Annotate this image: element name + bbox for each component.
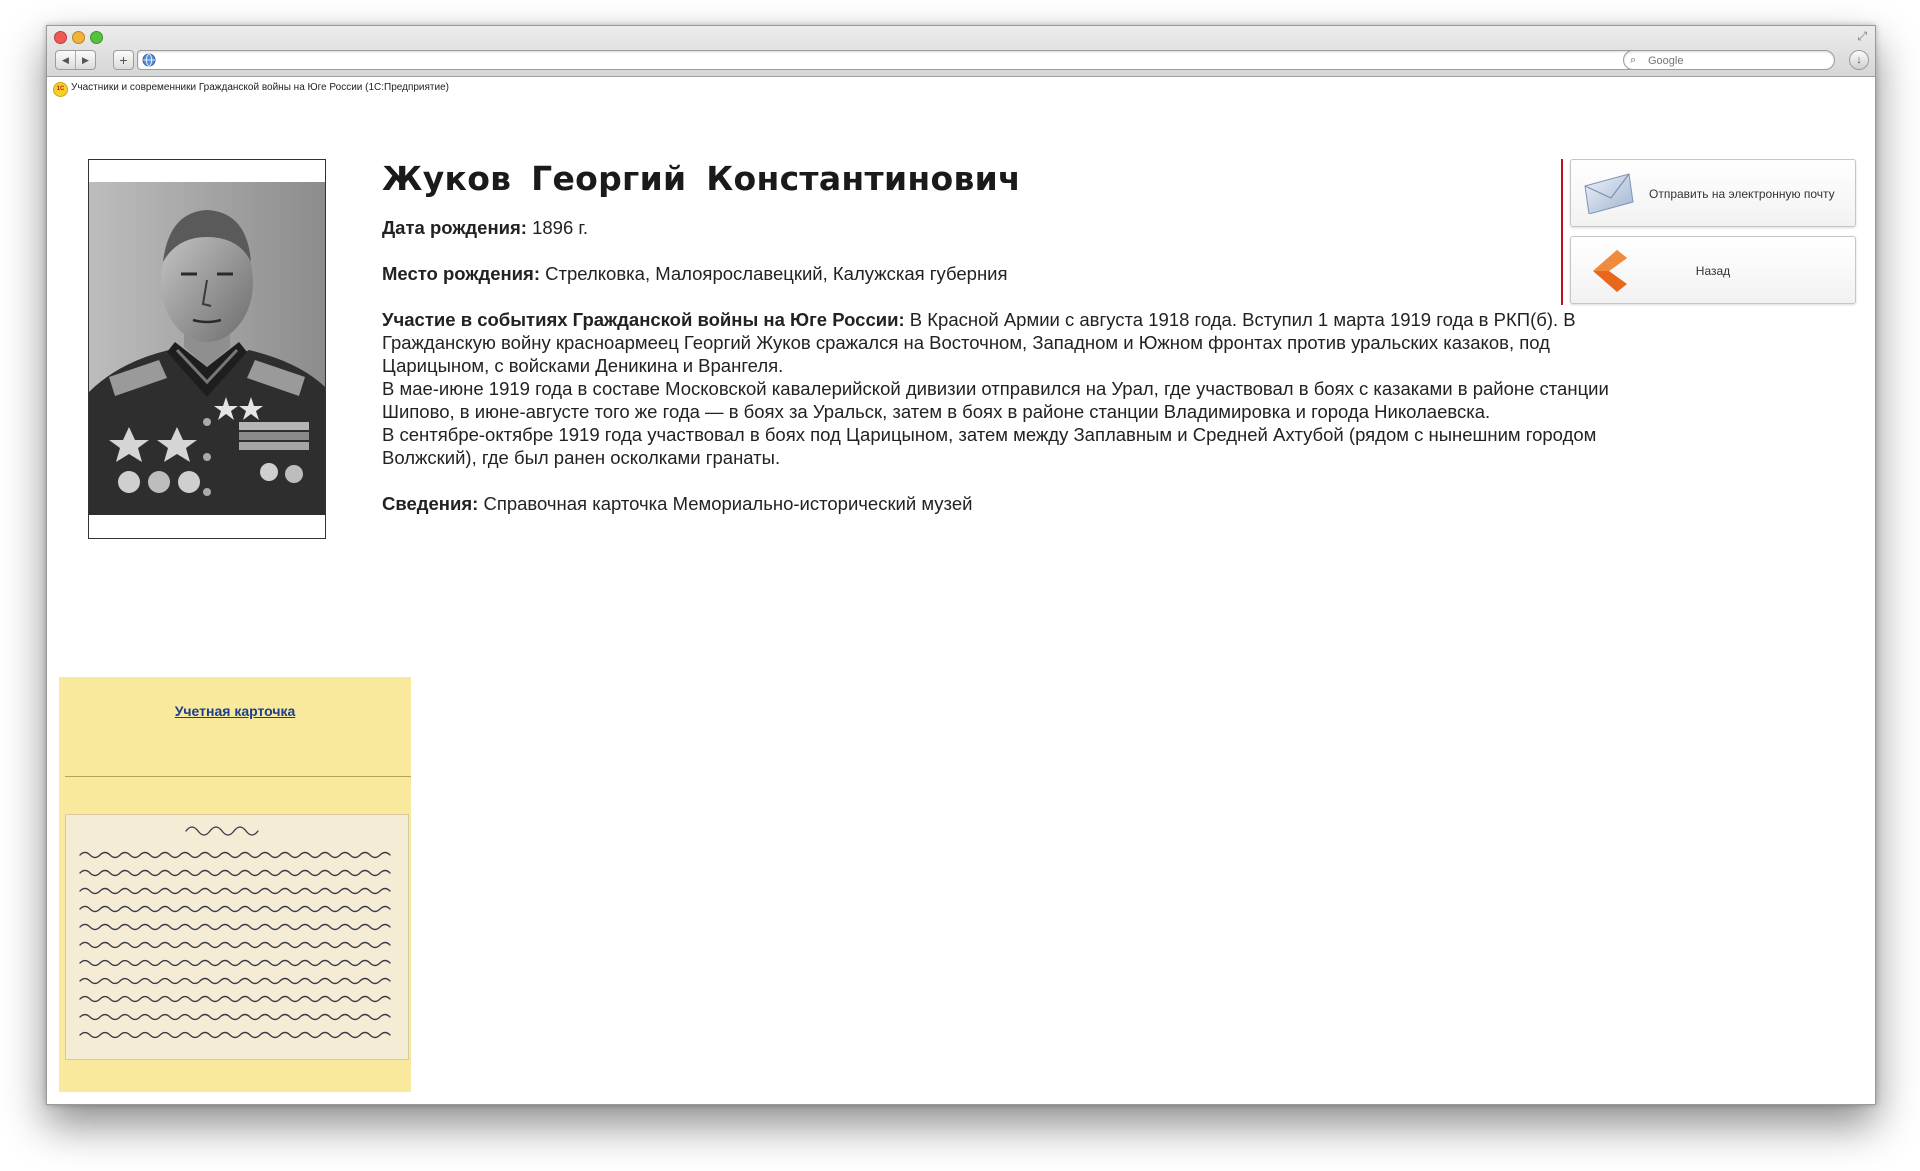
portrait-photo xyxy=(89,182,325,515)
onec-logo-icon: 1C xyxy=(53,82,68,97)
address-bar[interactable] xyxy=(137,50,1655,70)
portrait-frame xyxy=(88,159,326,539)
envelope-icon xyxy=(1583,172,1635,214)
actions-accent-line xyxy=(1561,159,1563,305)
record-card-link[interactable]: Учетная карточка xyxy=(174,703,296,719)
participation-field xyxy=(382,308,1622,469)
download-icon[interactable]: ↓ xyxy=(1849,50,1869,70)
globe-icon xyxy=(142,53,156,67)
record-card-scan xyxy=(65,814,409,1060)
browser-window xyxy=(46,25,1876,1105)
forward-arrow-icon[interactable]: ▶ xyxy=(75,51,95,69)
person-name: Жуков Георгий Константинович xyxy=(382,159,1022,198)
birth-place-value: Стрелковка, Малоярославецкий, Калужская губерния xyxy=(540,263,1008,284)
back-arrow-icon[interactable]: ◀ xyxy=(62,54,69,65)
source-value: Справочная карточка Мемориально-исторический музей xyxy=(478,493,973,514)
record-card-panel xyxy=(59,677,411,1092)
search-input[interactable] xyxy=(1646,52,1830,69)
browser-toolbar xyxy=(47,26,1875,77)
search-field[interactable] xyxy=(1623,50,1835,70)
fullscreen-icon[interactable]: ⤢ xyxy=(1857,29,1867,43)
birth-place-field xyxy=(382,262,1622,285)
app-title: Участники и современники Гражданской войны на Юге России (1С:Предприятие) xyxy=(71,82,449,93)
participation-paragraph-1: В Красной Армии с августа 1918 года. Вступил 1 марта 1919 года в РКП(б). В Гражданскую войну красноармеец Георгий Жуков сражался на Восточном, Западном и Южном фронтах против уральских казаков, под Царицыном, с войсками Деникина и Врангеля. xyxy=(382,309,1576,376)
source-label: Сведения: xyxy=(382,493,479,514)
app-header xyxy=(47,77,1875,99)
back-forward-buttons xyxy=(55,50,96,70)
zoom-icon[interactable] xyxy=(90,31,103,44)
back-button[interactable] xyxy=(1570,236,1856,304)
source-field xyxy=(382,492,1622,515)
card-divider xyxy=(65,776,411,777)
person-details xyxy=(382,159,1622,538)
participation-paragraph-2: В мае-июне 1919 года в составе Московской кавалерийской дивизии отправился на Урал, где участвовал в боях с казаками в районе станции Шипово, в июне-августе того же года — в боях за Уральск, затем в боях в районе станции Владимировка и города Николаевска. xyxy=(382,378,1609,422)
minimize-icon[interactable] xyxy=(72,31,85,44)
birth-date-value: 1896 г. xyxy=(526,217,589,238)
send-email-button[interactable] xyxy=(1570,159,1856,227)
participation-paragraph-3: В сентябре-октябре 1919 года участвовал в боях под Царицыном, затем между Заплавным и Средней Ахтубой (рядом с нынешним городом Волжский), где был ранен осколками гранаты. xyxy=(382,424,1597,468)
plus-icon[interactable]: + xyxy=(113,50,134,70)
send-email-label: Отправить на электронную почту xyxy=(1649,187,1835,201)
birth-date-field xyxy=(382,216,1622,239)
participation-label: Участие в событиях Гражданской войны на Юге России: xyxy=(382,309,905,330)
search-icon: ⌕ xyxy=(1630,54,1637,66)
birth-place-label: Место рождения: xyxy=(382,263,541,284)
back-label: Назад xyxy=(1695,264,1731,278)
close-icon[interactable] xyxy=(54,31,67,44)
birth-date-label: Дата рождения: xyxy=(382,217,527,238)
